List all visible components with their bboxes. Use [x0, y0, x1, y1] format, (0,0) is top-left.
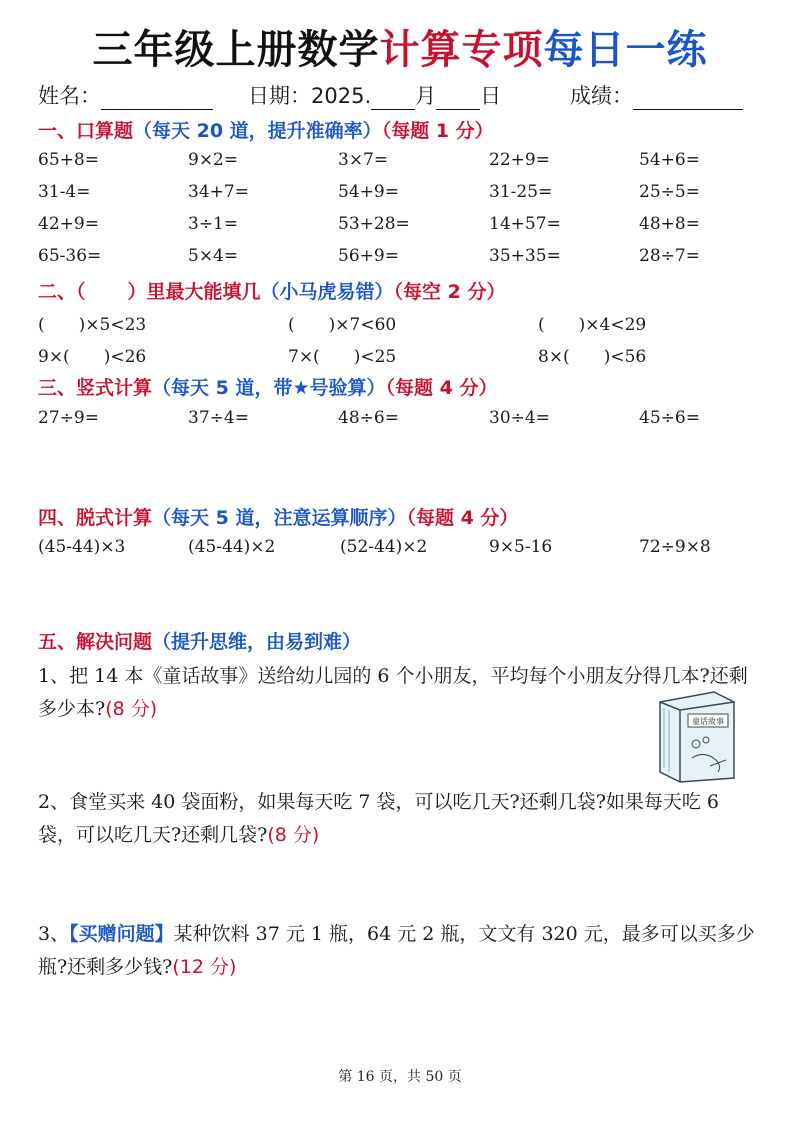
storybook-illustration	[652, 688, 742, 784]
vertical-row	[38, 408, 768, 440]
oral-item: 25÷5=	[639, 182, 700, 202]
oral-row	[38, 246, 768, 278]
vertical-item: 27÷9=	[38, 408, 99, 428]
section-description: （提升思维，由易到难）	[152, 631, 362, 653]
oral-row	[38, 214, 768, 246]
problem-tag: 【买赠问题】	[69, 923, 174, 945]
title-part-grade: 三年级上册数学	[92, 27, 380, 73]
name-label: 姓名：	[38, 84, 101, 108]
stepwise-row	[38, 537, 768, 569]
section-oral-heading	[38, 116, 494, 143]
oral-item: 54+6=	[639, 150, 700, 170]
oral-item: 3×7=	[338, 150, 389, 170]
section-description: （每天 5 道，带★号验算）	[152, 377, 386, 399]
fill-row	[38, 310, 768, 342]
stepwise-item: (52-44)×2	[340, 537, 428, 557]
oral-item: 65+8=	[38, 150, 99, 170]
section-fill-heading	[38, 277, 506, 304]
stepwise-grid	[38, 537, 768, 569]
oral-row	[38, 182, 768, 214]
month-label: 月	[415, 84, 437, 108]
vertical-item: 37÷4=	[188, 408, 249, 428]
day-label: 日	[480, 84, 502, 108]
oral-item: 35+35=	[489, 246, 561, 266]
oral-item: 31-4=	[38, 182, 91, 202]
title-part-daily: 每日一练	[543, 27, 708, 73]
date-label: 日期：2025.	[248, 84, 372, 108]
section-score: （每题 4 分）	[406, 507, 519, 529]
section-vertical-heading	[38, 373, 497, 400]
stepwise-item: (45-44)×2	[188, 537, 276, 557]
score-label: 成绩：	[570, 84, 633, 108]
oral-item: 28÷7=	[639, 246, 700, 266]
section-description: （小马虎易错）	[260, 281, 394, 303]
fill-grid	[38, 310, 768, 374]
book-title-text: 童话故事	[692, 717, 724, 726]
problem-score: (12 分)	[172, 956, 237, 978]
problem-score: (8 分)	[105, 698, 158, 720]
fill-row	[38, 342, 768, 374]
oral-item: 31-25=	[489, 182, 553, 202]
fill-item[interactable]: 7×( )<25	[288, 347, 397, 367]
oral-item: 3÷1=	[188, 214, 239, 234]
stepwise-item: (45-44)×3	[38, 537, 126, 557]
section-number: 二、（	[38, 281, 86, 303]
problem-text: 1、把 14 本《童话故事》送给幼儿园的 6 个小朋友，平均每个小朋友分得几本?还剩多少本?	[38, 665, 748, 720]
section-number: 五、解决问题	[38, 631, 153, 653]
fill-item[interactable]: 9×( )<26	[38, 347, 147, 367]
score-field[interactable]	[570, 80, 743, 110]
section-title: ）里最大能填几	[127, 281, 261, 303]
stepwise-item: 9×5-16	[489, 537, 553, 557]
oral-item: 48+8=	[639, 214, 700, 234]
page-footer: 第 16 页，共 50 页	[338, 1069, 462, 1085]
oral-item: 42+9=	[38, 214, 99, 234]
oral-item: 22+9=	[489, 150, 550, 170]
section-score: （每题 4 分）	[385, 377, 498, 399]
vertical-item: 30÷4=	[489, 408, 550, 428]
section-score: （每题 1 分）	[381, 120, 494, 142]
section-number: 四、脱式计算	[38, 507, 153, 529]
fill-item[interactable]: ( )×5<23	[38, 315, 147, 335]
vertical-item: 45÷6=	[639, 408, 700, 428]
problem-score: (8 分)	[267, 824, 320, 846]
problem-text: 2、食堂买来 40 袋面粉，如果每天吃 7 袋，可以吃几天?还剩几袋?如果每天吃 6 袋，可以吃几天?还剩几袋?	[38, 791, 720, 846]
section-description: （每天 5 道，注意运算顺序）	[152, 507, 407, 529]
word-problem-3	[38, 918, 763, 984]
word-problem-2	[38, 786, 763, 852]
section-number: 三、竖式计算	[38, 377, 153, 399]
section-number: 一、口算题	[38, 120, 134, 142]
day-blank[interactable]	[436, 87, 480, 110]
oral-item: 53+28=	[338, 214, 410, 234]
oral-item: 9×2=	[188, 150, 239, 170]
oral-row	[38, 150, 768, 182]
page-title	[0, 18, 800, 75]
date-field[interactable]	[248, 80, 501, 110]
student-info-row	[38, 80, 768, 110]
section-stepwise-heading	[38, 503, 518, 530]
title-part-topic: 计算专项	[379, 27, 544, 73]
vertical-item: 48÷6=	[338, 408, 399, 428]
score-blank[interactable]	[633, 87, 743, 110]
oral-item: 5×4=	[188, 246, 239, 266]
month-blank[interactable]	[371, 87, 415, 110]
section-score: （每空 2 分）	[393, 281, 506, 303]
oral-item: 54+9=	[338, 182, 399, 202]
fill-item[interactable]: ( )×7<60	[288, 315, 397, 335]
vertical-grid	[38, 408, 768, 440]
section-problems-heading	[38, 627, 361, 654]
oral-item: 65-36=	[38, 246, 102, 266]
name-field[interactable]	[38, 80, 213, 110]
stepwise-item: 72÷9×8	[639, 537, 711, 557]
oral-item: 14+57=	[489, 214, 561, 234]
problem-text: 某种饮料 37 元 1 瓶，64 元 2 瓶，文文有 320 元，最多可以买多少瓶?还剩多少钱?	[38, 923, 755, 978]
fill-item[interactable]: 8×( )<56	[538, 347, 647, 367]
oral-grid	[38, 150, 768, 278]
name-blank[interactable]	[101, 87, 213, 110]
fill-item[interactable]: ( )×4<29	[538, 315, 647, 335]
problem-number: 3、	[38, 923, 70, 945]
oral-item: 56+9=	[338, 246, 399, 266]
oral-item: 34+7=	[188, 182, 249, 202]
section-description: （每天 20 道，提升准确率）	[133, 120, 382, 142]
